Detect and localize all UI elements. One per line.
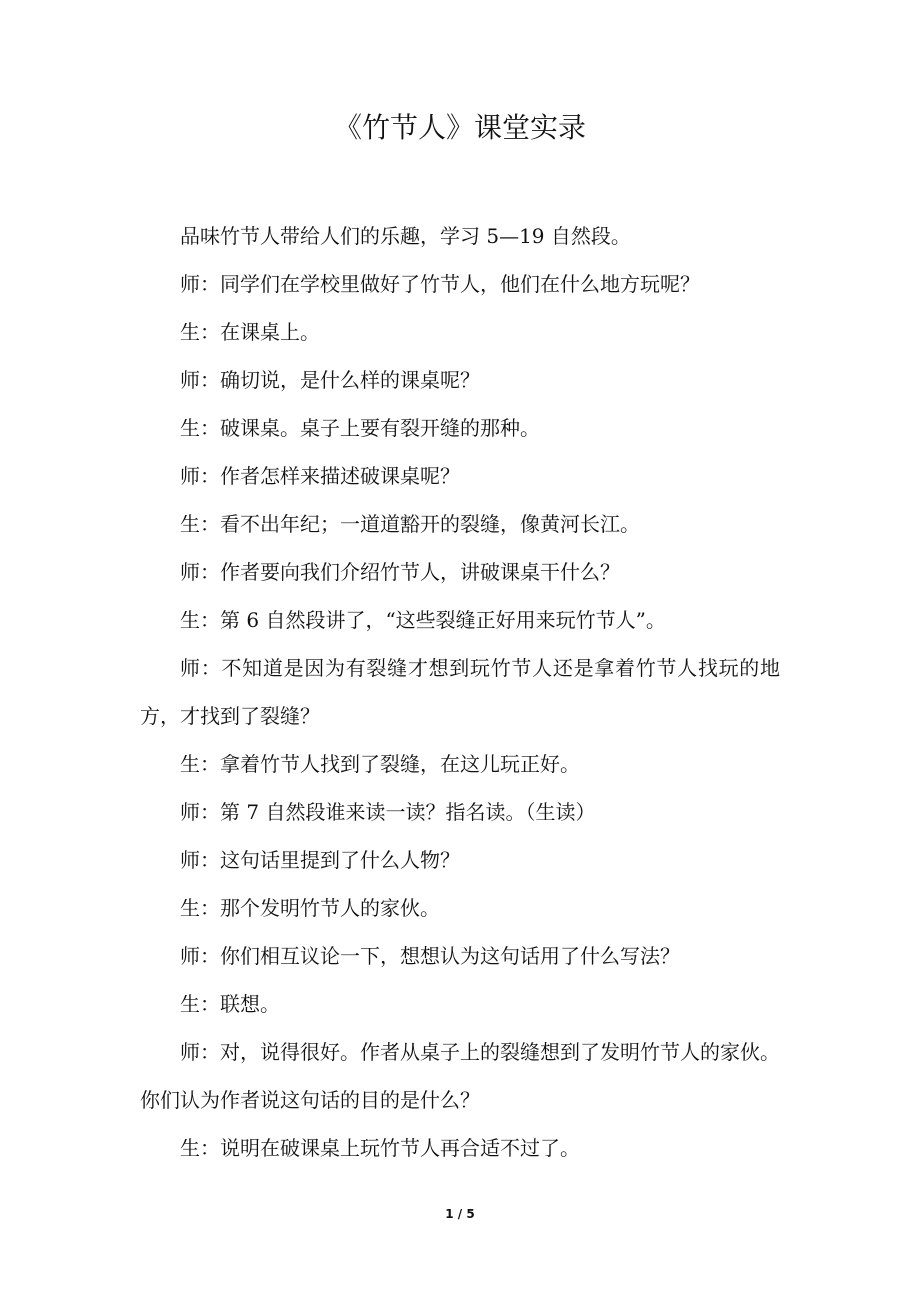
paragraph: 生：拿着竹节人找到了裂缝，在这儿玩正好。: [180, 752, 580, 776]
paragraph: 师：你们相互议论一下，想想认为这句话用了什么写法？: [180, 944, 680, 968]
paragraph: 生：第 6 自然段讲了，“这些裂缝正好用来玩竹节人”。: [180, 608, 666, 632]
paragraph: 师：第 7 自然段谁来读一读？指名读。（生读）: [180, 800, 596, 824]
paragraph: 品味竹节人带给人们的乐趣，学习 5—19 自然段。: [180, 224, 631, 248]
paragraph: 师：作者怎样来描述破课桌呢？: [180, 464, 460, 488]
paragraph: 生：在课桌上。: [180, 320, 320, 344]
paragraph: 生：破课桌。桌子上要有裂开缝的那种。: [180, 416, 540, 440]
paragraph: 师：对，说得很好。作者从桌子上的裂缝想到了发明竹节人的家伙。你们认为作者说这句话的目的是什么？: [140, 1040, 780, 1112]
paragraph: 师：同学们在学校里做好了竹节人，他们在什么地方玩呢？: [180, 272, 700, 296]
paragraph: 师：作者要向我们介绍竹节人，讲破课桌干什么？: [180, 560, 620, 584]
document-body: [140, 212, 780, 1172]
paragraph: 师：这句话里提到了什么人物？: [180, 848, 460, 872]
paragraph: 生：那个发明竹节人的家伙。: [180, 896, 440, 920]
page-number: 1 / 5: [445, 1207, 475, 1221]
paragraph: 师：不知道是因为有裂缝才想到玩竹节人还是拿着竹节人找玩的地方，才找到了裂缝？: [140, 656, 780, 728]
document-title: 《竹节人》课堂实录: [333, 111, 586, 144]
paragraph: 生：联想。: [180, 992, 280, 1016]
paragraph: 师：确切说，是什么样的课桌呢？: [180, 368, 480, 392]
paragraph: 生：看不出年纪；一道道豁开的裂缝，像黄河长江。: [180, 512, 640, 536]
paragraph: 生：说明在破课桌上玩竹节人再合适不过了。: [180, 1136, 580, 1160]
